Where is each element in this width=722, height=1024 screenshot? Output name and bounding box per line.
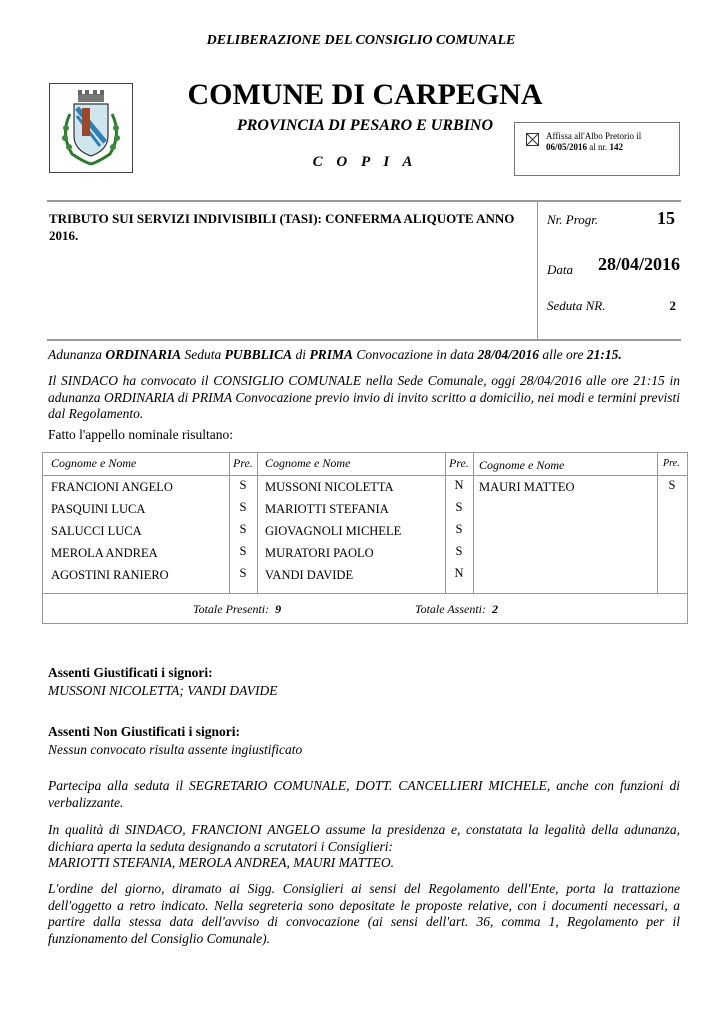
provincia-subtitle: PROVINCIA DI PESARO E URBINO (236, 117, 494, 134)
col-header-pre: Pre. (663, 458, 680, 469)
attendee-presence: S (239, 522, 247, 536)
attendee-name: FRANCIONI ANGELO (51, 480, 173, 494)
attendee-presence: S (239, 478, 247, 492)
attendee-name: AGOSTINI RANIERO (51, 568, 169, 582)
copia-label: C O P I A (312, 154, 418, 170)
data-label: Data (547, 262, 573, 277)
checked-box-icon (526, 133, 539, 146)
attendee-name: MARIOTTI STEFANIA (265, 502, 389, 516)
crest-emblem-icon (50, 84, 132, 172)
totale-assenti: Totale Assenti: 2 (415, 602, 499, 616)
attendee-presence: N (454, 566, 464, 580)
seduta-label: Seduta NR. (547, 298, 606, 313)
assenti-non-giustificati-text: Nessun convocato risulta assente ingiustificato (48, 742, 303, 757)
attendee-presence: N (454, 478, 464, 492)
data-value: 28/04/2016 (597, 254, 680, 274)
attendee-name: MEROLA ANDREA (51, 546, 158, 560)
attendee-presence: S (239, 544, 247, 558)
nr-progr-value: 15 (657, 208, 675, 228)
totale-presenti: Totale Presenti: 9 (193, 602, 282, 616)
albo-pretorio-text: Affissa all'Albo Pretorio il 06/05/2016 al nr. 142 (546, 131, 642, 152)
divider (537, 201, 538, 339)
attendance-table (42, 452, 688, 624)
assenti-giustificati-text: MUSSONI NICOLETTA; VANDI DAVIDE (48, 683, 278, 698)
deliberazione-heading: DELIBERAZIONE DEL CONSIGLIO COMUNALE (206, 33, 516, 48)
adunanza-line: Adunanza ORDINARIA Seduta PUBBLICA di PRIMA Convocazione in data 28/04/2016 alle ore 21:15. (48, 347, 622, 362)
attendee-name: MUSSONI NICOLETTA (265, 480, 394, 494)
comune-title: COMUNE DI CARPEGNA (187, 78, 543, 111)
col-header-pre: Pre. (449, 456, 469, 470)
municipal-crest (49, 83, 133, 173)
attendee-presence: S (239, 566, 247, 580)
attendee-name: MAURI MATTEO (479, 480, 575, 494)
divider (47, 200, 681, 202)
attendee-name: SALUCCI LUCA (51, 524, 142, 538)
attendee-name: VANDI DAVIDE (265, 568, 354, 582)
ordine-paragraph: L'ordine del giorno, diramato ai Sigg. Consiglieri ai sensi del Regolamento dell'Ente, porta la trattazione dell'oggetto a retro indicato. Nella segreteria sono depositate le proposte relative, con i documenti necessari, a partire dalla stessa data dell'avviso di convocazione (ai sensi dell'art. 36, comma 1, Regolamento per il funzionamento del Consiglio Comunale). (48, 881, 680, 946)
attendee-name: MURATORI PAOLO (265, 546, 374, 560)
attendee-name: PASQUINI LUCA (51, 502, 146, 516)
divider (47, 339, 681, 341)
scrutatori-list: MARIOTTI STEFANIA, MEROLA ANDREA, MAURI MATTEO. (48, 855, 394, 870)
col-header-pre: Pre. (233, 456, 253, 470)
albo-pretorio-box (514, 122, 680, 176)
appello-intro: Fatto l'appello nominale risultano: (48, 427, 234, 442)
attendee-presence: S (455, 500, 463, 514)
nr-progr-label: Nr. Progr. (547, 212, 599, 227)
convocazione-paragraph: Il SINDACO ha convocato il CONSIGLIO COMUNALE nella Sede Comunale, oggi 28/04/2016 alle ore 21:15 in adunanza ORDINARIA di PRIMA Convocazione previo invio di invito scritto a domicilio, nei modi e termini previsti dal Regolamento. (48, 373, 680, 421)
col-header-name: Cognome e Nome (51, 456, 137, 470)
assenti-giustificati-heading: Assenti Giustificati i signori: (48, 665, 213, 680)
col-header-name: Cognome e Nome (265, 456, 351, 470)
attendee-presence: S (455, 522, 463, 536)
seduta-value: 2 (669, 298, 676, 313)
qualita-paragraph: In qualità di SINDACO, FRANCIONI ANGELO assume la presidenza e, constatata la legalità della adunanza, dichiara aperta la seduta designando a scrutatori i Consiglieri: MARIOTTI STEFANIA, MEROLA ANDREA, MAURI MATTEO. (48, 822, 680, 870)
col-header-name: Cognome e Nome (479, 458, 565, 472)
attendee-presence: S (668, 478, 676, 492)
assenti-non-giustificati-heading: Assenti Non Giustificati i signori: (48, 724, 241, 739)
attendee-presence: S (455, 544, 463, 558)
partecipa-paragraph: Partecipa alla seduta il SEGRETARIO COMUNALE, DOTT. CANCELLIERI MICHELE, anche con funzioni di verbalizzante. (48, 778, 680, 810)
attendee-presence: S (239, 500, 247, 514)
attendee-name: GIOVAGNOLI MICHELE (265, 524, 402, 538)
deliberation-subject: TRIBUTO SUI SERVIZI INDIVISIBILI (TASI): CONFERMA ALIQUOTE ANNO 2016. (49, 211, 515, 243)
